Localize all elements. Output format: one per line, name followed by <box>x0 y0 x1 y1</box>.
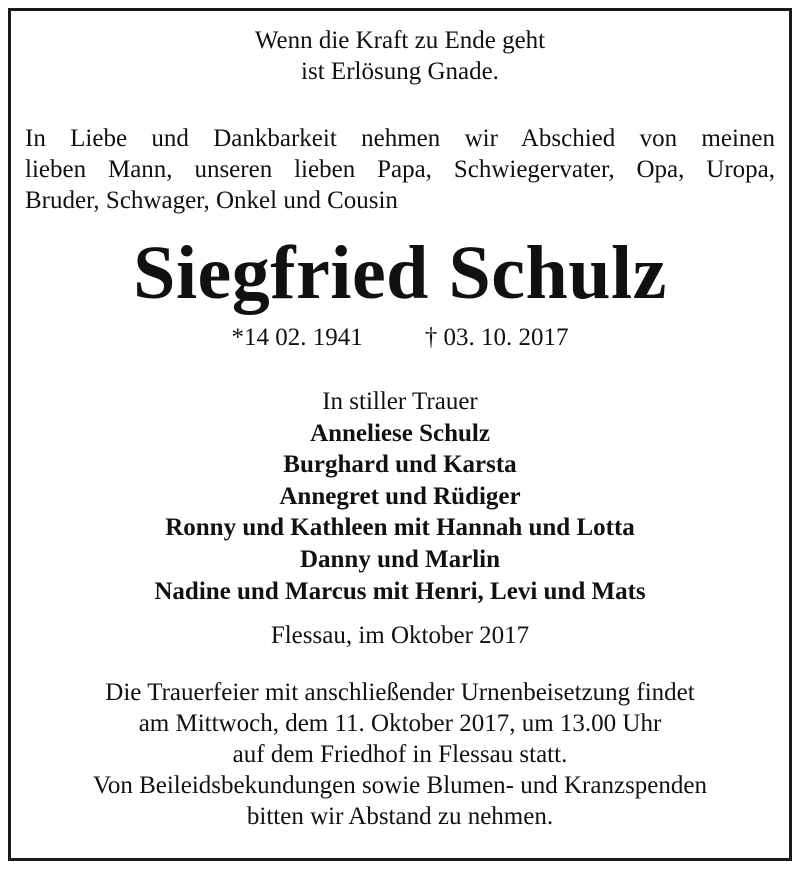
funeral-line: bitten wir Abstand zu nehmen. <box>246 803 554 830</box>
deceased-name: Siegfried Schulz <box>133 231 667 315</box>
intro-text <box>25 123 775 216</box>
motto-line: Wenn die Kraft zu Ende geht <box>254 27 546 54</box>
funeral-notice <box>0 677 800 832</box>
motto-line: ist Erlösung Gnade. <box>301 58 499 85</box>
mourner-name: Danny und Marlin <box>299 545 501 573</box>
funeral-line: Die Trauerfeier mit anschließender Urnenbeisetzung findet <box>105 679 695 706</box>
mourner-name: Nadine und Marcus mit Henri, Levi und Mats <box>154 577 646 605</box>
mourner-name: Annegret und Rüdiger <box>279 482 521 510</box>
funeral-line: Von Beileidsbekundungen sowie Blumen- und Kranzspenden <box>92 772 707 799</box>
intro-line: Bruder, Schwager, Onkel und Cousin <box>25 187 398 214</box>
mourner-name: Burghard und Karsta <box>283 451 517 479</box>
intro-line: lieben Mann, unseren lieben Papa, Schwiegervater, Opa, Uropa, <box>25 156 775 183</box>
funeral-line: auf dem Friedhof in Flessau statt. <box>232 741 568 768</box>
funeral-line: am Mittwoch, dem 11. Oktober 2017, um 13.00 Uhr <box>138 710 662 737</box>
intro-line: In Liebe und Dankbarkeit nehmen wir Abschied von meinen <box>25 125 775 152</box>
mourning-lead: In stiller Trauer <box>322 388 478 415</box>
place-date: Flessau, im Oktober 2017 <box>270 622 530 649</box>
death-date: † 03. 10. 2017 <box>424 324 569 351</box>
mourners-block <box>0 386 800 607</box>
motto <box>0 25 800 87</box>
life-dates <box>0 322 800 353</box>
mourner-name: Anneliese Schulz <box>310 419 490 447</box>
mourner-name: Ronny und Kathleen mit Hannah und Lotta <box>165 514 635 542</box>
birth-date: *14 02. 1941 <box>231 324 363 351</box>
